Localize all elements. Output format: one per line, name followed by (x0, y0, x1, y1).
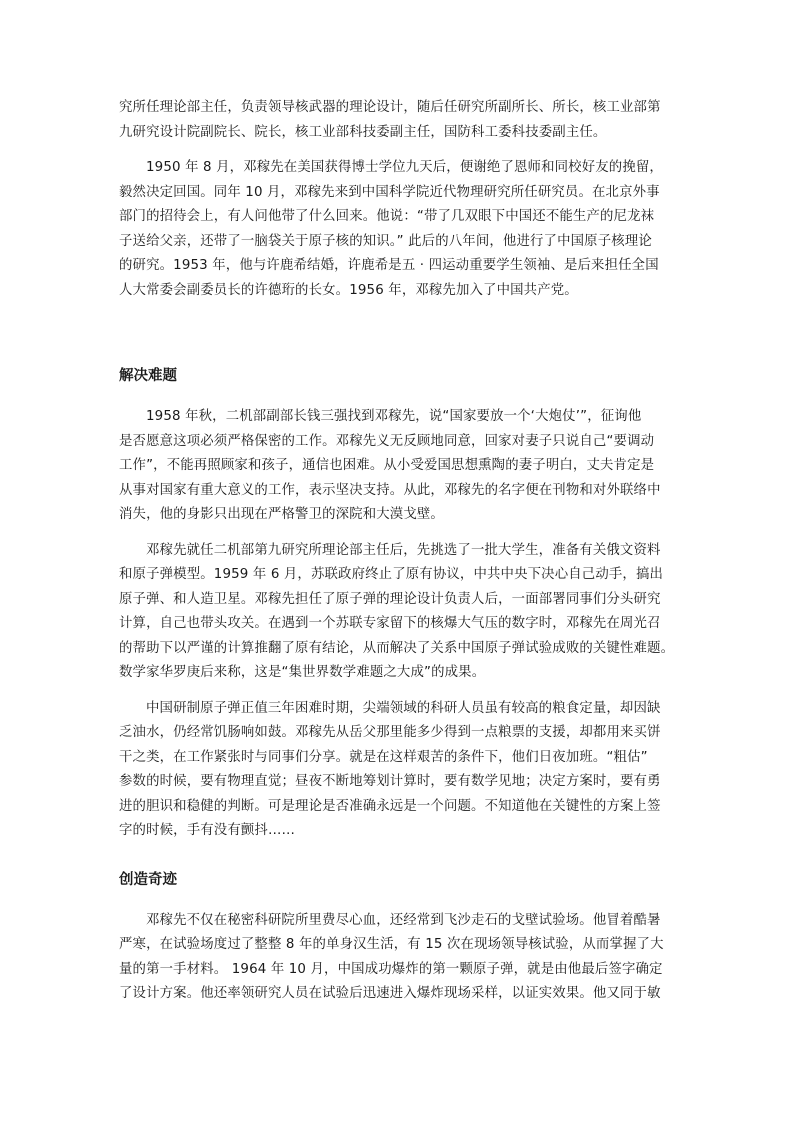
section-heading-solving-problems: 解决难题 (119, 368, 177, 384)
text-line: 乏油水，仍经常饥肠响如鼓。邓稼先从岳父那里能多少得到一点粮票的支援，却都用来买饼 (119, 725, 661, 740)
text-line: 究所任理论部主任，负责领导核武器的理论设计，随后任研究所副所长、所长，核工业部第 (119, 100, 661, 115)
text-line: 九研究设计院副院长、院长，核工业部科技委副主任，国防科工委科技委副主任。 (119, 124, 607, 140)
paragraph-hard-times (119, 697, 679, 844)
text-line: 从事对国家有重大意义的工作，表示坚决支持。从此，邓稼先的名字便在刊物和对外联络中 (119, 482, 661, 498)
text-line: 是否愿意这项必须严格保密的工作。邓稼先义无反顾地同意，回家对妻子只说自己“要调动 (119, 433, 655, 449)
text-line: 毅然决定回国。同年 10 月，邓稼先来到中国科学院近代物理研究所任研究员。在北京外事 (119, 184, 660, 200)
text-line: 子送给父亲，还带了一脑袋关于原子核的知识。” 此后的八年间，他进行了中国原子核理论 (119, 233, 652, 249)
text-line: 的研究。1953 年，他与许鹿希结婚，许鹿希是五 · 四运动重要学生领袖、是后来担任全国 (119, 258, 659, 273)
text-line: 原子弹、和人造卫星。邓稼先担任了原子弹的理论设计负责人后，一面部署同事们分头研究 (119, 591, 661, 607)
text-line: 和原子弹模型。1959 年 6 月，苏联政府终止了原有协议，中共中央下决心自己动手，搞出 (119, 567, 664, 582)
text-line: 人大常委会副委员长的许德珩的长女。1956 年，邓稼先加入了中国共产党。 (119, 282, 578, 298)
text-line: 部门的招待会上，有人问他带了什么回来。他说：“带了几双眼下中国还不能生产的尼龙袜 (119, 209, 655, 224)
text-line: 数学家华罗庚后来称，这是“集世界数学难题之大成”的成果。 (119, 665, 486, 680)
text-line: 工作”，不能再照顾家和孩子，通信也困难。从小受爱国思想熏陶的妻子明白，丈夫肯定是 (119, 458, 655, 473)
document-body (119, 96, 679, 1018)
text-line: 1950 年 8 月，邓稼先在美国获得博士学位九天后，便谢绝了恩师和同校好友的挽留， (146, 160, 663, 175)
paragraph-test-site (119, 909, 679, 1007)
paragraph-1958 (119, 405, 679, 528)
text-line: 计算，自己也带头攻关。在遇到一个苏联专家留下的核爆大气压的数字时，邓稼先在周光召 (119, 616, 661, 631)
section-heading-creating-miracles: 创造奇迹 (119, 871, 177, 888)
text-line: 进的胆识和稳健的判断。可是理论是否准确永远是一个问题。不知道他在关键性的方案上签 (119, 798, 661, 814)
text-line: 消失，他的身影只出现在严格警卫的深院和大漠戈壁。 (119, 507, 444, 522)
text-line: 中国研制原子弹正值三年困难时期，尖端领域的科研人员虽有较高的粮食定量，却因缺 (146, 700, 661, 716)
text-line: 邓稼先不仅在秘密科研院所里费尽心血，还经常到飞沙走石的戈壁试验场。他冒着酷暑 (146, 912, 661, 928)
text-line: 严寒，在试验场度过了整整 8 年的单身汉生活，有 15 次在现场领导核试验，从而掌握了大 (119, 937, 664, 952)
text-line: 量的第一手材料。 1964 年 10 月，中国成功爆炸的第一颗原子弹，就是由他最后签字确定 (119, 961, 663, 977)
text-line: 了设计方案。他还率领研究人员在试验后迅速进入爆炸现场采样，以证实效果。他又同于敏 (119, 986, 661, 1001)
text-line: 字的时候，手有没有颤抖…… (119, 823, 296, 838)
text-line: 邓稼先就任二机部第九研究所理论部主任后，先挑选了一批大学生，准备有关俄文资料 (146, 542, 661, 558)
text-line: 干之类，在工作紧张时与同事们分享。就是在这样艰苦的条件下，他们日夜加班。“粗估” (119, 749, 648, 765)
text-line: 的帮助下以严谨的计算推翻了原有结论，从而解决了关系中国原子弹试验成败的关键性难题。 (119, 640, 675, 656)
paragraph-theory-department (119, 539, 679, 686)
text-line: 1958 年秋，二机部副部长钱三强找到邓稼先，说“国家要放一个‘大炮仗’”，征询他 (146, 409, 642, 424)
paragraph-1950 (119, 156, 679, 303)
text-line: 参数的时候，要有物理直觉；昼夜不断地筹划计算时，要有数学见地；决定方案时，要有勇 (119, 774, 661, 789)
intro-paragraph (119, 96, 679, 145)
